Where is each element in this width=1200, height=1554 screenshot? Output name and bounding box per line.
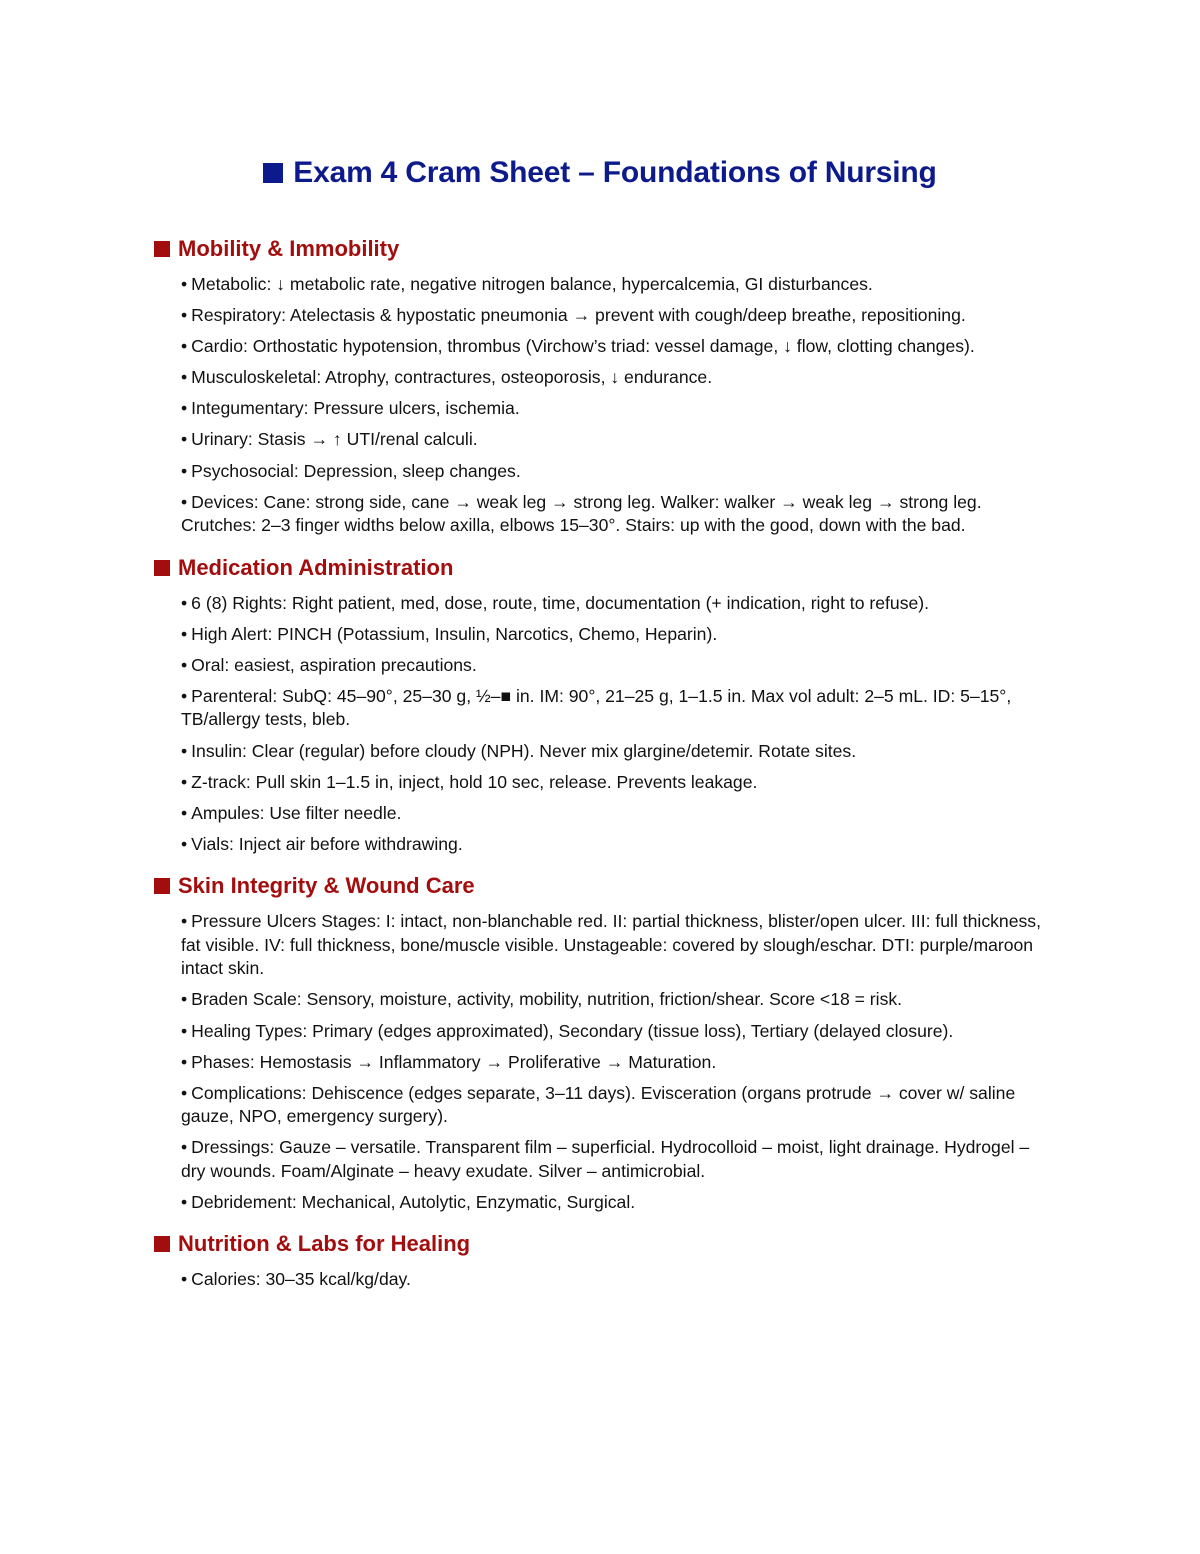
- document-title-row: [0, 156, 1200, 190]
- section-heading-row: [154, 869, 1054, 903]
- list-item: [181, 335, 1054, 359]
- list-item: [181, 740, 1054, 764]
- list-item-text: Metabolic: ↓ metabolic rate, negative nitrogen balance, hypercalcemia, GI disturbances.: [191, 274, 873, 294]
- bullet-glyph: •: [181, 833, 188, 854]
- bullet-glyph: •: [181, 623, 188, 644]
- bullet-glyph: •: [181, 1137, 188, 1158]
- section: [154, 551, 1054, 857]
- list-item-text: Z-track: Pull skin 1–1.5 in, inject, hold 10 sec, release. Prevents leakage.: [191, 771, 758, 792]
- list-item: [181, 1051, 1054, 1075]
- list-item: [181, 460, 1054, 484]
- section-heading-row: [154, 551, 1054, 585]
- bullet-glyph: •: [181, 592, 188, 613]
- list-item: [181, 910, 1054, 981]
- list-item: [181, 771, 1054, 795]
- list-item-text: Psychosocial: Depression, sleep changes.: [191, 460, 521, 481]
- list-item-text: Braden Scale: Sensory, moisture, activity, mobility, nutrition, friction/shear. Score <18 = risk.: [191, 989, 903, 1010]
- list-item: [181, 428, 1054, 452]
- document-title: Exam 4 Cram Sheet – Foundations of Nursing: [293, 156, 937, 189]
- bullet-glyph: •: [181, 771, 188, 792]
- bullet-glyph: •: [181, 1020, 188, 1041]
- list-item: [181, 1082, 1054, 1129]
- list-item-text: Respiratory: Atelectasis & hypostatic pneumonia → prevent with cough/deep breathe, repositioning.: [191, 305, 966, 326]
- list-item-text: Phases: Hemostasis → Inflammatory → Proliferative → Maturation.: [191, 1051, 717, 1072]
- section: [154, 232, 1054, 538]
- list-item-text: Musculoskeletal: Atrophy, contractures, osteoporosis, ↓ endurance.: [191, 367, 713, 388]
- bullet-glyph: •: [181, 685, 188, 706]
- bullet-glyph: •: [181, 336, 188, 357]
- list-item-text: High Alert: PINCH (Potassium, Insulin, Narcotics, Chemo, Heparin).: [191, 623, 718, 644]
- black-square-icon: [263, 163, 283, 183]
- section: [154, 1227, 1054, 1292]
- bullet-glyph: •: [181, 398, 188, 419]
- list-item-text: Parenteral: SubQ: 45–90°, 25–30 g, ½–■ in. IM: 90°, 21–25 g, 1–1.5 in. Max vol adult: 2–5 mL. ID: 5–15°, TB/allergy tests, bleb.: [181, 685, 1012, 730]
- list-item: [181, 1020, 1054, 1044]
- list-item-text: Integumentary: Pressure ulcers, ischemia.: [191, 398, 520, 419]
- black-square-icon: [154, 241, 170, 257]
- list-item-text: Oral: easiest, aspiration precautions.: [191, 654, 477, 675]
- list-item: [181, 273, 1054, 297]
- list-item: [181, 1191, 1054, 1215]
- list-item: [181, 491, 1054, 538]
- bullet-glyph: •: [181, 1191, 188, 1212]
- list-item: [181, 366, 1054, 390]
- list-item-text: Calories: 30–35 kcal/kg/day.: [191, 1269, 411, 1290]
- list-item: [181, 397, 1054, 421]
- bullet-glyph: •: [181, 1082, 188, 1103]
- section-heading: Mobility & Immobility: [178, 236, 400, 261]
- bullet-list: [154, 1268, 1054, 1292]
- black-square-icon: [154, 1236, 170, 1252]
- list-item-text: Cardio: Orthostatic hypotension, thrombus (Virchow’s triad: vessel damage, ↓ flow, clotting changes).: [191, 336, 975, 357]
- section: [154, 869, 1054, 1214]
- document-body: [154, 232, 1054, 1299]
- list-item-text: Pressure Ulcers Stages: I: intact, non-blanchable red. II: partial thickness, blister/open ulcer. III: full thickness, fat visible. IV: full thickness, bone/muscle visible. Unstageable: covered by slough/eschar. DTI: purple/maroon intact skin.: [181, 911, 1041, 979]
- bullet-glyph: •: [181, 367, 188, 388]
- section-heading-row: [154, 232, 1054, 266]
- bullet-glyph: •: [181, 274, 188, 294]
- bullet-glyph: •: [181, 989, 188, 1010]
- list-item: [181, 1268, 1054, 1292]
- bullet-glyph: •: [181, 429, 188, 450]
- bullet-glyph: •: [181, 654, 188, 675]
- list-item: [181, 685, 1054, 732]
- black-square-icon: [154, 878, 170, 894]
- bullet-glyph: •: [181, 305, 188, 326]
- bullet-list: [154, 273, 1054, 538]
- list-item-text: Debridement: Mechanical, Autolytic, Enzymatic, Surgical.: [191, 1191, 636, 1212]
- black-square-icon: [154, 560, 170, 576]
- list-item: [181, 654, 1054, 678]
- bullet-glyph: •: [181, 491, 188, 512]
- bullet-glyph: •: [181, 460, 188, 481]
- bullet-glyph: •: [181, 911, 188, 932]
- list-item-text: Dressings: Gauze – versatile. Transparent film – superficial. Hydrocolloid – moist, light drainage. Hydrogel – dry wounds. Foam/Alginate – heavy exudate. Silver – antimicrobial.: [181, 1137, 1030, 1181]
- bullet-glyph: •: [181, 740, 188, 761]
- list-item: [181, 304, 1054, 328]
- bullet-glyph: •: [181, 802, 188, 823]
- section-heading: Nutrition & Labs for Healing: [178, 1231, 471, 1257]
- list-item-text: Devices: Cane: strong side, cane → weak leg → strong leg. Walker: walker → weak leg → strong leg. Crutches: 2–3 finger widths below axilla, elbows 15–30°. Stairs: up with the good, down with the bad.: [181, 491, 982, 536]
- bullet-list: [154, 910, 1054, 1214]
- list-item: [181, 623, 1054, 647]
- section-heading-row: [154, 1227, 1054, 1261]
- list-item-text: Ampules: Use filter needle.: [191, 802, 402, 823]
- list-item-text: Urinary: Stasis → ↑ UTI/renal calculi.: [191, 429, 478, 450]
- bullet-list: [154, 592, 1054, 857]
- list-item-text: Complications: Dehiscence (edges separate, 3–11 days). Evisceration (organs protrude → cover w/ saline gauze, NPO, emergency surgery).: [181, 1082, 1016, 1127]
- list-item-text: Vials: Inject air before withdrawing.: [191, 833, 463, 854]
- list-item: [181, 833, 1054, 857]
- list-item: [181, 592, 1054, 616]
- section-heading: Medication Administration: [178, 554, 454, 580]
- section-heading: Skin Integrity & Wound Care: [178, 873, 475, 899]
- bullet-glyph: •: [181, 1269, 188, 1290]
- list-item-text: 6 (8) Rights: Right patient, med, dose, route, time, documentation (+ indication, right to refuse).: [191, 592, 930, 613]
- list-item-text: Insulin: Clear (regular) before cloudy (NPH). Never mix glargine/detemir. Rotate sites.: [191, 740, 857, 761]
- list-item: [181, 802, 1054, 826]
- list-item-text: Healing Types: Primary (edges approximated), Secondary (tissue loss), Tertiary (delayed closure).: [191, 1020, 954, 1041]
- list-item: [181, 988, 1054, 1012]
- bullet-glyph: •: [181, 1051, 188, 1072]
- list-item: [181, 1136, 1054, 1183]
